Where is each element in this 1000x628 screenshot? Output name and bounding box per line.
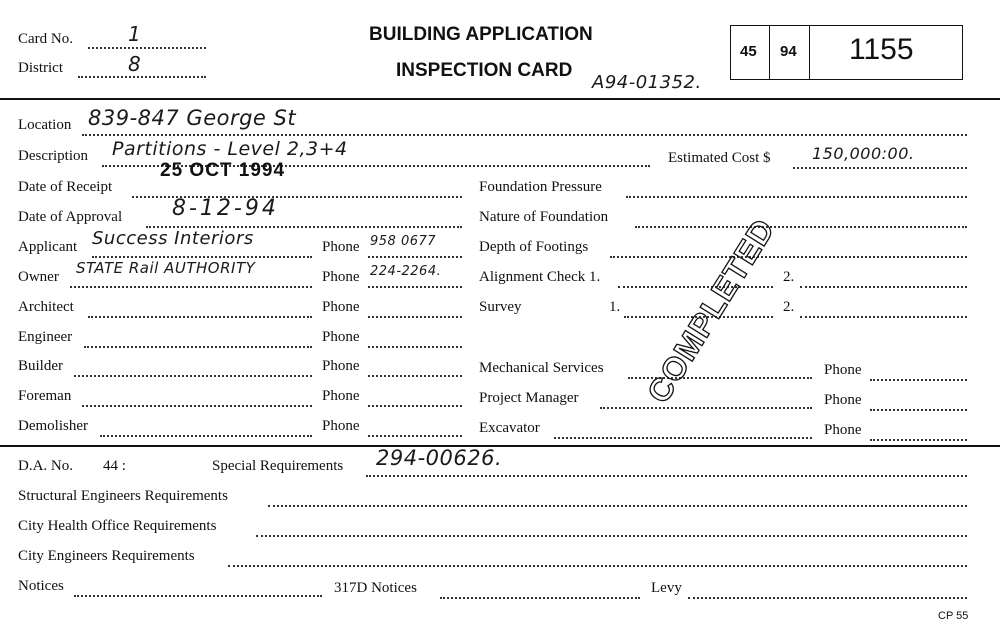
city-engineers-line <box>228 565 967 567</box>
demolisher-line <box>100 435 312 437</box>
architect-phone-line <box>368 316 462 318</box>
depth-footings-line <box>610 256 967 258</box>
receipt-date-stamp: 25 OCT 1994 <box>160 160 286 181</box>
mechanical-phone-label: Phone <box>824 362 862 378</box>
builder-phone-label: Phone <box>322 358 360 374</box>
depth-footings-label: Depth of Footings <box>479 239 589 255</box>
excavator-line <box>554 437 812 439</box>
builder-line <box>74 375 312 377</box>
structural-line <box>268 505 967 507</box>
architect-label: Architect <box>18 299 74 315</box>
alignment-label: Alignment Check 1. <box>479 269 601 285</box>
nature-foundation-label: Nature of Foundation <box>479 209 609 225</box>
mechanical-label: Mechanical Services <box>479 360 604 376</box>
location-value: 839-847 George St <box>88 106 297 130</box>
foreman-line <box>82 405 312 407</box>
excavator-phone-label: Phone <box>824 422 862 438</box>
city-engineers-label: City Engineers Requirements <box>18 548 195 564</box>
mechanical-phone-line <box>870 379 967 381</box>
owner-value: STATE Rail AUTHORITY <box>76 259 256 277</box>
description-value: Partitions - Level 2,3+4 <box>112 138 348 160</box>
receipt-label: Date of Receipt <box>18 179 113 195</box>
structural-label: Structural Engineers Requirements <box>18 488 228 504</box>
applicant-phone-line <box>368 256 462 258</box>
levy-label: Levy <box>651 580 682 596</box>
project-manager-label: Project Manager <box>479 390 579 406</box>
foundation-pressure-label: Foundation Pressure <box>479 179 602 195</box>
notices-label: Notices <box>18 578 64 594</box>
foreman-phone-line <box>368 405 462 407</box>
project-manager-line <box>600 407 812 409</box>
architect-phone-label: Phone <box>322 299 360 315</box>
owner-phone-line <box>368 286 462 288</box>
card-no-value: 1 <box>128 22 142 46</box>
applicant-value: Success Interiors <box>92 228 254 249</box>
da-value: 44 : <box>103 458 126 474</box>
pm-phone-label: Phone <box>824 392 862 408</box>
foreman-label: Foreman <box>18 388 72 404</box>
title-line2: INSPECTION CARD <box>396 60 573 81</box>
box-b: 94 <box>780 43 797 60</box>
notices-317d-label: 317D Notices <box>334 580 417 596</box>
excavator-label: Excavator <box>479 420 540 436</box>
approval-label: Date of Approval <box>18 209 123 225</box>
survey-label: Survey <box>479 299 522 315</box>
foreman-phone-label: Phone <box>322 388 360 404</box>
notices-317d-line <box>440 597 640 599</box>
applicant-line <box>92 256 312 258</box>
box-a: 45 <box>740 43 757 60</box>
card-no-line <box>88 47 206 49</box>
description-label: Description <box>18 148 88 164</box>
owner-label: Owner <box>18 269 59 285</box>
cost-label: Estimated Cost $ <box>668 150 771 166</box>
engineer-phone-line <box>368 346 462 348</box>
alignment-2-line <box>800 286 967 288</box>
location-label: Location <box>18 117 72 133</box>
completed-stamp: COMPLETED <box>640 212 782 410</box>
owner-phone-label: Phone <box>322 269 360 285</box>
applicant-phone-value: 958 0677 <box>370 234 437 249</box>
special-requirements-value: 294-00626. <box>376 446 503 470</box>
card-no-label: Card No. <box>18 31 73 47</box>
special-requirements-line <box>366 475 967 477</box>
survey-2-line <box>800 316 967 318</box>
levy-line <box>688 597 967 599</box>
survey-2-label: 2. <box>783 299 795 315</box>
demolisher-phone-label: Phone <box>322 418 360 434</box>
header-rule <box>0 98 1000 100</box>
health-line <box>256 535 967 537</box>
alignment-1-line <box>618 286 773 288</box>
special-requirements-label: Special Requirements <box>212 458 344 474</box>
engineer-line <box>84 346 312 348</box>
demolisher-phone-line <box>368 435 462 437</box>
district-label: District <box>18 60 63 76</box>
form-code: CP 55 <box>938 610 969 622</box>
survey-1-label: 1. <box>609 299 621 315</box>
owner-line <box>70 286 312 288</box>
alignment-2-label: 2. <box>783 269 795 285</box>
box-number: 1155 <box>849 33 914 66</box>
notices-line <box>74 595 322 597</box>
engineer-label: Engineer <box>18 329 73 345</box>
location-line <box>82 134 967 136</box>
engineer-phone-label: Phone <box>322 329 360 345</box>
health-label: City Health Office Requirements <box>18 518 217 534</box>
builder-phone-line <box>368 375 462 377</box>
cost-line <box>793 167 967 169</box>
applicant-phone-label: Phone <box>322 239 360 255</box>
pm-phone-line <box>870 409 967 411</box>
builder-label: Builder <box>18 358 63 374</box>
card-number-box <box>730 25 963 80</box>
title-line1: BUILDING APPLICATION <box>369 24 593 45</box>
approval-value: 8-12-94 <box>172 196 279 221</box>
foundation-pressure-line <box>626 196 967 198</box>
nature-foundation-line <box>635 226 967 228</box>
da-label: D.A. No. <box>18 458 73 474</box>
district-line <box>78 76 206 78</box>
district-value: 8 <box>128 52 142 76</box>
application-ref: A94-01352. <box>592 72 702 93</box>
excavator-phone-line <box>870 439 967 441</box>
cost-value: 150,000:00. <box>812 144 915 163</box>
architect-line <box>88 316 312 318</box>
demolisher-label: Demolisher <box>18 418 88 434</box>
owner-phone-value: 224-2264. <box>370 264 442 279</box>
applicant-label: Applicant <box>18 239 78 255</box>
